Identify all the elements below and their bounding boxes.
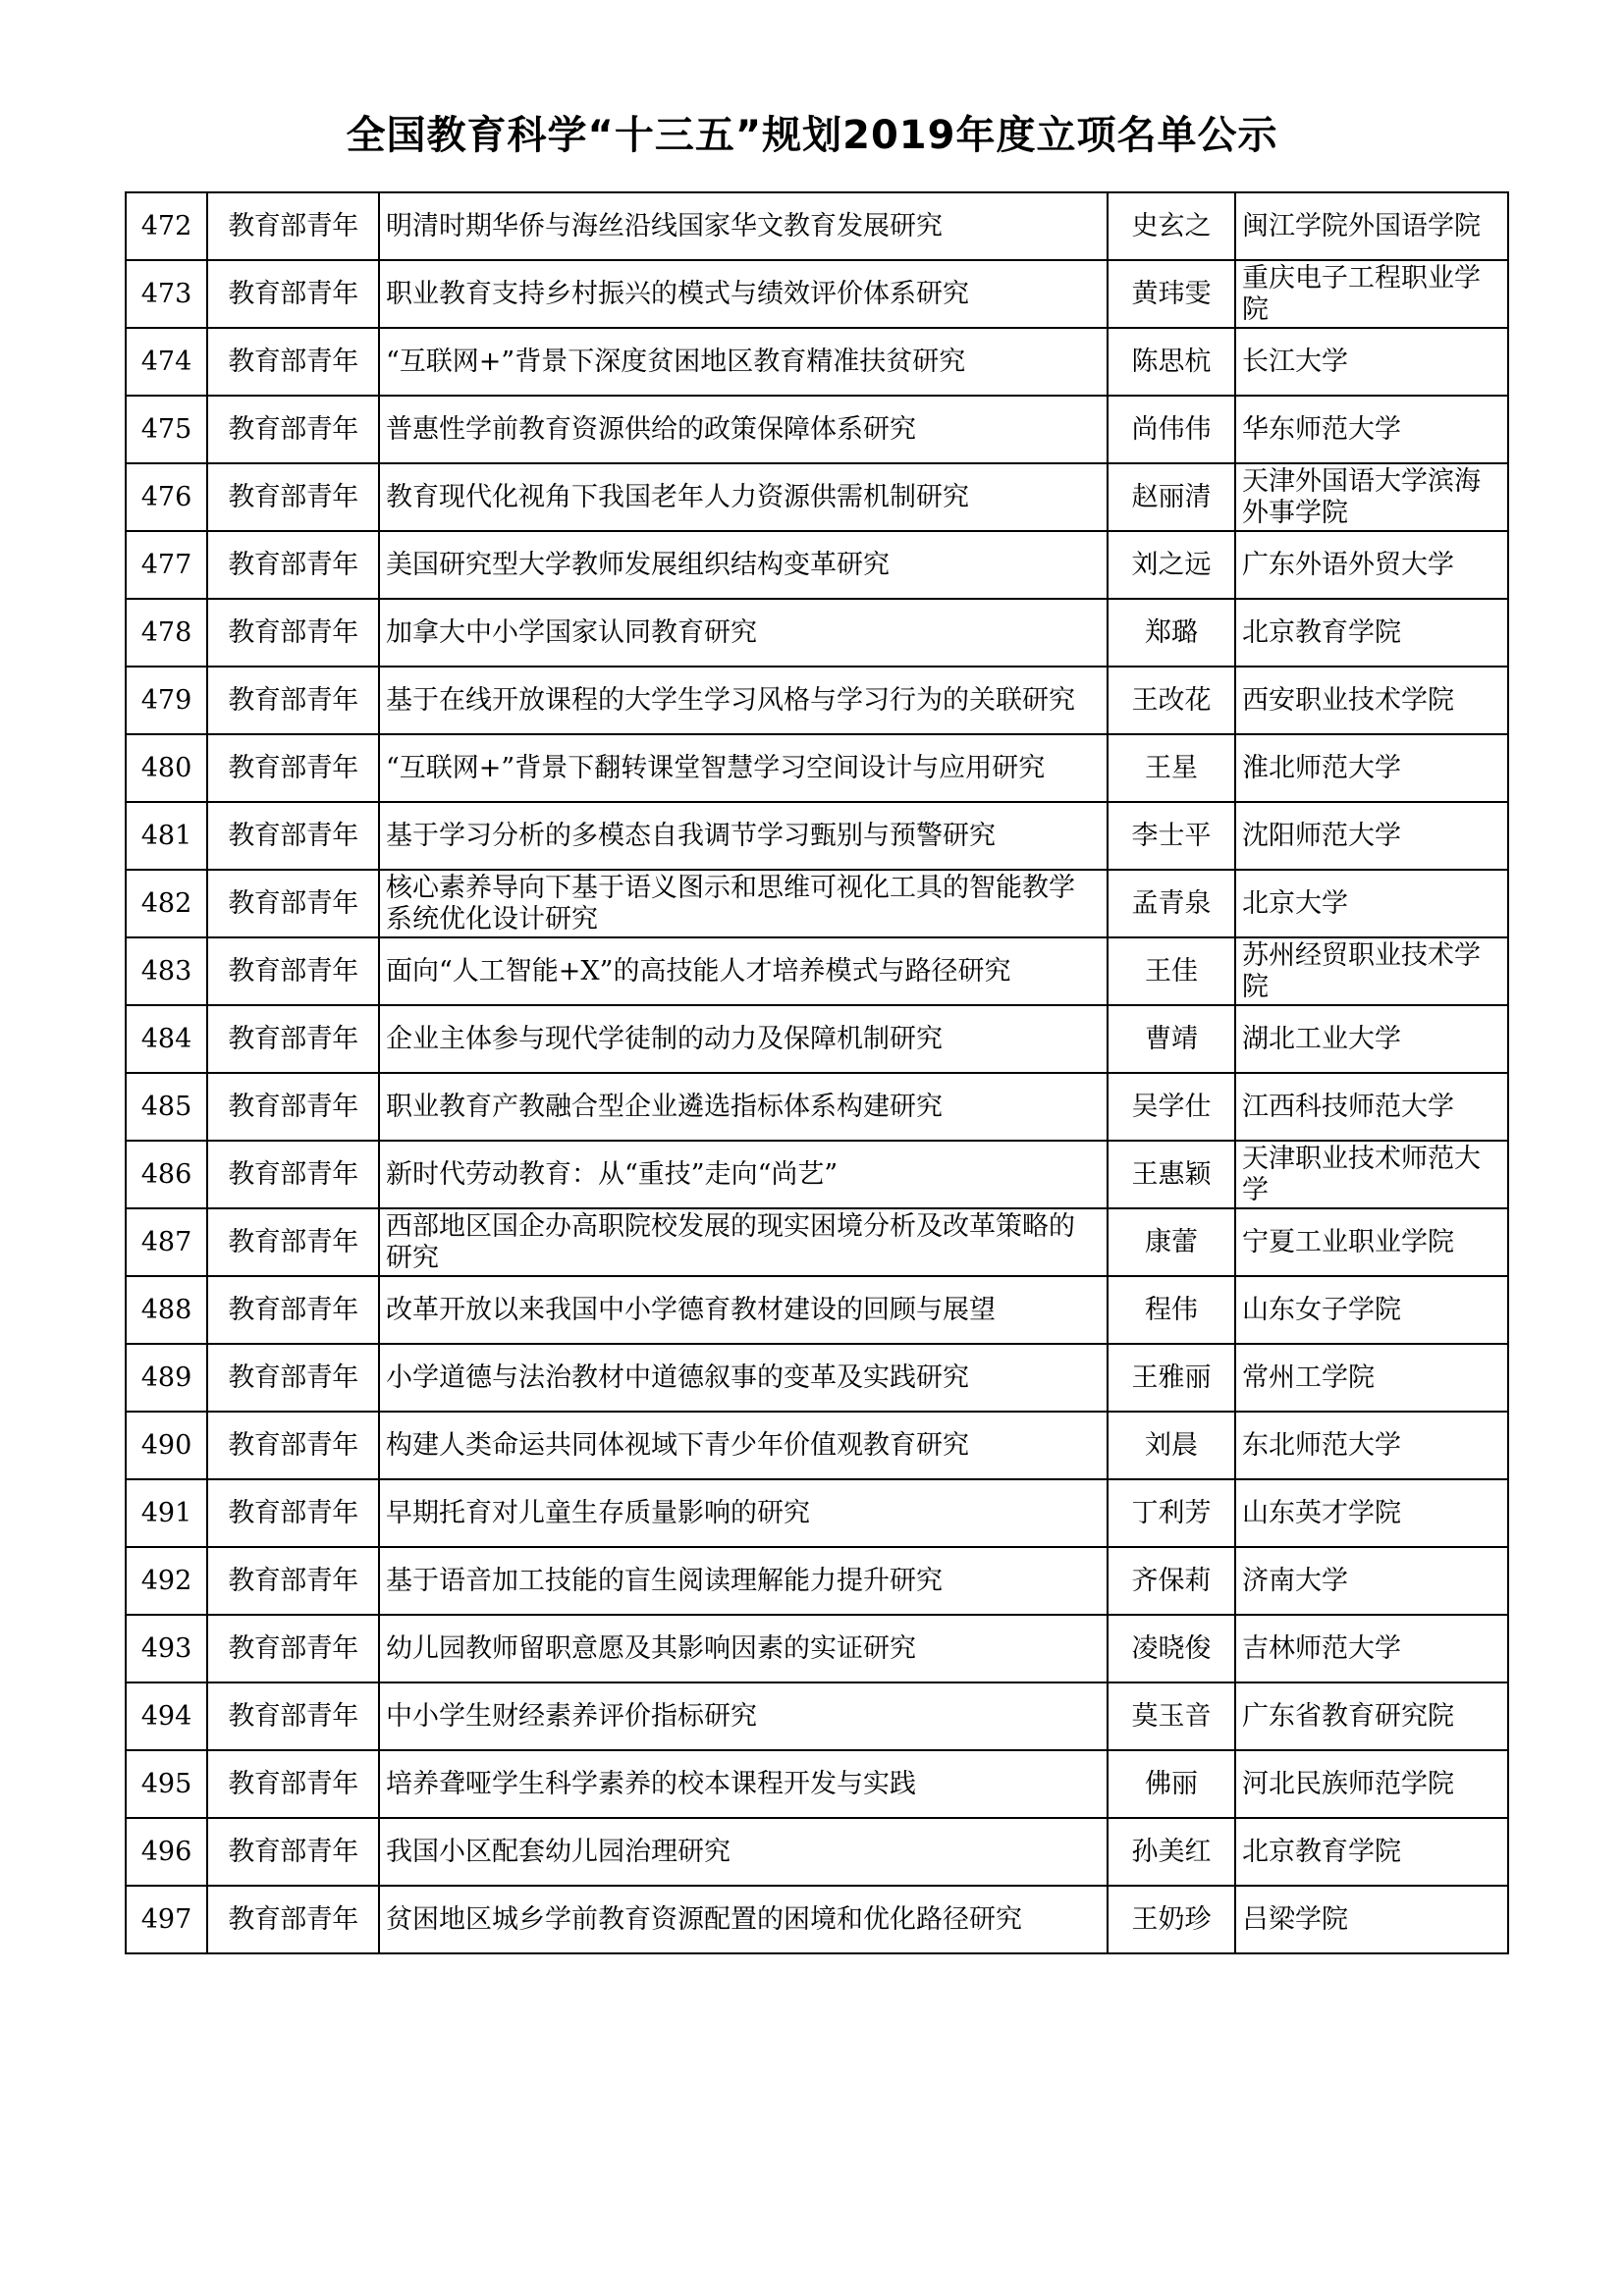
institution-text: 吉林师范大学: [1242, 1632, 1401, 1664]
institution-cell: [1235, 1886, 1508, 1953]
project-title-cell: [379, 463, 1108, 531]
serial-number-cell: 489: [126, 1344, 207, 1412]
project-title-cell: [379, 1141, 1108, 1208]
institution-cell: [1235, 1141, 1508, 1208]
serial-number-cell: 492: [126, 1547, 207, 1615]
project-title-text: “互联网+”背景下翻转课堂智慧学习空间设计与应用研究: [386, 752, 1046, 783]
project-title-text: 幼儿园教师留职意愿及其影响因素的实证研究: [386, 1632, 916, 1664]
leader-name-cell: 李士平: [1108, 802, 1235, 870]
leader-name-cell: 孟青泉: [1108, 870, 1235, 937]
table-row: [126, 870, 1508, 937]
institution-cell: [1235, 937, 1508, 1005]
institution-text: 济南大学: [1242, 1565, 1348, 1596]
serial-number-cell: 484: [126, 1005, 207, 1073]
project-title-text: 加拿大中小学国家认同教育研究: [386, 616, 757, 648]
serial-number-cell: 487: [126, 1208, 207, 1276]
serial-number-cell: 479: [126, 667, 207, 734]
table-row: [126, 667, 1508, 734]
serial-number-cell: 482: [126, 870, 207, 937]
project-type-cell: 教育部青年: [207, 1818, 379, 1886]
project-title-text: 普惠性学前教育资源供给的政策保障体系研究: [386, 413, 916, 445]
institution-text: 北京教育学院: [1242, 616, 1401, 648]
project-type-cell: 教育部青年: [207, 1344, 379, 1412]
leader-name-cell: 赵丽清: [1108, 463, 1235, 531]
serial-number-cell: 493: [126, 1615, 207, 1682]
institution-text: 北京教育学院: [1242, 1836, 1401, 1867]
project-title-cell: [379, 1344, 1108, 1412]
project-type-cell: 教育部青年: [207, 531, 379, 599]
institution-text: 闽江学院外国语学院: [1242, 210, 1481, 241]
project-title-cell: [379, 1682, 1108, 1750]
table-row: [126, 192, 1508, 260]
institution-cell: [1235, 667, 1508, 734]
project-title-cell: [379, 260, 1108, 328]
leader-name-cell: 吴学仕: [1108, 1073, 1235, 1141]
table-row: [126, 1750, 1508, 1818]
table-row: [126, 531, 1508, 599]
table-row: [126, 396, 1508, 463]
institution-cell: [1235, 1750, 1508, 1818]
table-row: [126, 1818, 1508, 1886]
table-row: [126, 1547, 1508, 1615]
institution-text: 河北民族师范学院: [1242, 1768, 1454, 1799]
project-type-cell: 教育部青年: [207, 734, 379, 802]
project-title-text: 我国小区配套幼儿园治理研究: [386, 1836, 731, 1867]
institution-text: 宁夏工业职业学院: [1242, 1226, 1454, 1257]
institution-cell: [1235, 1682, 1508, 1750]
leader-name-cell: 王佳: [1108, 937, 1235, 1005]
serial-number-cell: 478: [126, 599, 207, 667]
serial-number-cell: 497: [126, 1886, 207, 1953]
project-title-text: 新时代劳动教育：从“重技”走向“尚艺”: [386, 1158, 839, 1190]
project-title-cell: [379, 1479, 1108, 1547]
leader-name-cell: 刘之远: [1108, 531, 1235, 599]
leader-name-cell: 莫玉音: [1108, 1682, 1235, 1750]
table-row: [126, 1344, 1508, 1412]
leader-name-cell: 齐保莉: [1108, 1547, 1235, 1615]
project-title-text: 中小学生财经素养评价指标研究: [386, 1700, 757, 1732]
project-title-text: 教育现代化视角下我国老年人力资源供需机制研究: [386, 481, 969, 512]
serial-number-cell: 485: [126, 1073, 207, 1141]
leader-name-cell: 王星: [1108, 734, 1235, 802]
table-row: [126, 937, 1508, 1005]
serial-number-cell: 474: [126, 328, 207, 396]
project-title-text: 构建人类命运共同体视域下青少年价值观教育研究: [386, 1429, 969, 1461]
table-row: [126, 1276, 1508, 1344]
project-title-cell: [379, 1073, 1108, 1141]
project-type-cell: 教育部青年: [207, 1073, 379, 1141]
institution-text: 江西科技师范大学: [1242, 1091, 1454, 1122]
project-title-cell: [379, 667, 1108, 734]
table-row: [126, 1005, 1508, 1073]
project-title-cell: [379, 1208, 1108, 1276]
institution-text: 长江大学: [1242, 346, 1348, 377]
project-title-text: 基于语音加工技能的盲生阅读理解能力提升研究: [386, 1565, 943, 1596]
project-type-cell: 教育部青年: [207, 1276, 379, 1344]
project-type-cell: 教育部青年: [207, 260, 379, 328]
project-type-cell: 教育部青年: [207, 1750, 379, 1818]
leader-name-cell: 王奶珍: [1108, 1886, 1235, 1953]
institution-cell: [1235, 1276, 1508, 1344]
leader-name-cell: 黄玮雯: [1108, 260, 1235, 328]
table-row: [126, 1073, 1508, 1141]
serial-number-cell: 475: [126, 396, 207, 463]
serial-number-cell: 473: [126, 260, 207, 328]
project-title-cell: [379, 1886, 1108, 1953]
project-type-cell: 教育部青年: [207, 1208, 379, 1276]
table-row: [126, 260, 1508, 328]
project-type-cell: 教育部青年: [207, 802, 379, 870]
project-title-cell: [379, 870, 1108, 937]
project-type-cell: 教育部青年: [207, 667, 379, 734]
leader-name-cell: 尚伟伟: [1108, 396, 1235, 463]
project-title-cell: [379, 599, 1108, 667]
project-list-body: [126, 192, 1508, 1953]
table-row: [126, 802, 1508, 870]
institution-cell: [1235, 1615, 1508, 1682]
institution-cell: [1235, 1073, 1508, 1141]
project-title-cell: [379, 1547, 1108, 1615]
institution-cell: [1235, 260, 1508, 328]
serial-number-cell: 481: [126, 802, 207, 870]
institution-cell: [1235, 599, 1508, 667]
institution-cell: [1235, 1412, 1508, 1479]
serial-number-cell: 488: [126, 1276, 207, 1344]
project-type-cell: 教育部青年: [207, 328, 379, 396]
table-row: [126, 599, 1508, 667]
institution-cell: [1235, 1344, 1508, 1412]
institution-cell: [1235, 463, 1508, 531]
leader-name-cell: 凌晓俊: [1108, 1615, 1235, 1682]
project-type-cell: 教育部青年: [207, 1615, 379, 1682]
project-type-cell: 教育部青年: [207, 1005, 379, 1073]
institution-text: 天津外国语大学滨海外事学院: [1242, 465, 1481, 528]
leader-name-cell: 王改花: [1108, 667, 1235, 734]
table-row: [126, 1208, 1508, 1276]
project-title-cell: [379, 1615, 1108, 1682]
institution-cell: [1235, 1818, 1508, 1886]
project-title-text: 美国研究型大学教师发展组织结构变革研究: [386, 549, 890, 580]
institution-text: 重庆电子工程职业学院: [1242, 262, 1481, 325]
project-type-cell: 教育部青年: [207, 1141, 379, 1208]
leader-name-cell: 丁利芳: [1108, 1479, 1235, 1547]
institution-cell: [1235, 531, 1508, 599]
institution-cell: [1235, 802, 1508, 870]
project-list-table: [125, 191, 1509, 1954]
institution-text: 广东省教育研究院: [1242, 1700, 1454, 1732]
institution-text: 沈阳师范大学: [1242, 820, 1401, 851]
serial-number-cell: 490: [126, 1412, 207, 1479]
table-row: [126, 1886, 1508, 1953]
institution-text: 天津职业技术师范大学: [1242, 1143, 1481, 1205]
project-title-text: 基于在线开放课程的大学生学习风格与学习行为的关联研究: [386, 684, 1075, 716]
leader-name-cell: 康蕾: [1108, 1208, 1235, 1276]
institution-text: 东北师范大学: [1242, 1429, 1401, 1461]
leader-name-cell: 佛丽: [1108, 1750, 1235, 1818]
project-title-text: 面向“人工智能+X”的高技能人才培养模式与路径研究: [386, 955, 1011, 987]
institution-text: 广东外语外贸大学: [1242, 549, 1454, 580]
project-type-cell: 教育部青年: [207, 1547, 379, 1615]
institution-cell: [1235, 1479, 1508, 1547]
project-type-cell: 教育部青年: [207, 463, 379, 531]
project-title-text: “互联网+”背景下深度贫困地区教育精准扶贫研究: [386, 346, 966, 377]
project-title-text: 职业教育支持乡村振兴的模式与绩效评价体系研究: [386, 278, 969, 309]
project-title-text: 小学道德与法治教材中道德叙事的变革及实践研究: [386, 1362, 969, 1393]
institution-cell: [1235, 192, 1508, 260]
institution-text: 西安职业技术学院: [1242, 684, 1454, 716]
serial-number-cell: 495: [126, 1750, 207, 1818]
project-type-cell: 教育部青年: [207, 1886, 379, 1953]
leader-name-cell: 刘晨: [1108, 1412, 1235, 1479]
project-title-cell: [379, 1276, 1108, 1344]
institution-text: 苏州经贸职业技术学院: [1242, 939, 1481, 1002]
table-row: [126, 1682, 1508, 1750]
institution-cell: [1235, 870, 1508, 937]
institution-text: 北京大学: [1242, 887, 1348, 919]
project-title-cell: [379, 734, 1108, 802]
project-title-cell: [379, 531, 1108, 599]
serial-number-cell: 472: [126, 192, 207, 260]
project-type-cell: 教育部青年: [207, 192, 379, 260]
project-title-cell: [379, 1005, 1108, 1073]
table-row: [126, 1412, 1508, 1479]
serial-number-cell: 494: [126, 1682, 207, 1750]
project-title-text: 贫困地区城乡学前教育资源配置的困境和优化路径研究: [386, 1903, 1022, 1935]
project-title-cell: [379, 1818, 1108, 1886]
project-type-cell: 教育部青年: [207, 396, 379, 463]
institution-cell: [1235, 734, 1508, 802]
leader-name-cell: 陈思杭: [1108, 328, 1235, 396]
institution-text: 淮北师范大学: [1242, 752, 1401, 783]
project-title-text: 早期托育对儿童生存质量影响的研究: [386, 1497, 810, 1528]
project-type-cell: 教育部青年: [207, 599, 379, 667]
project-type-cell: 教育部青年: [207, 937, 379, 1005]
project-title-cell: [379, 937, 1108, 1005]
leader-name-cell: 王雅丽: [1108, 1344, 1235, 1412]
project-title-cell: [379, 1750, 1108, 1818]
leader-name-cell: 王惠颖: [1108, 1141, 1235, 1208]
serial-number-cell: 476: [126, 463, 207, 531]
project-title-text: 明清时期华侨与海丝沿线国家华文教育发展研究: [386, 210, 943, 241]
table-row: [126, 1615, 1508, 1682]
serial-number-cell: 486: [126, 1141, 207, 1208]
leader-name-cell: 郑璐: [1108, 599, 1235, 667]
serial-number-cell: 496: [126, 1818, 207, 1886]
serial-number-cell: 491: [126, 1479, 207, 1547]
project-title-cell: [379, 396, 1108, 463]
project-title-cell: [379, 802, 1108, 870]
leader-name-cell: 孙美红: [1108, 1818, 1235, 1886]
institution-cell: [1235, 1208, 1508, 1276]
institution-text: 吕梁学院: [1242, 1903, 1348, 1935]
table-row: [126, 328, 1508, 396]
page-title: 全国教育科学“十三五”规划2019年度立项名单公示: [346, 113, 1278, 158]
project-type-cell: 教育部青年: [207, 1479, 379, 1547]
institution-cell: [1235, 396, 1508, 463]
project-title-text: 职业教育产教融合型企业遴选指标体系构建研究: [386, 1091, 943, 1122]
project-title-cell: [379, 328, 1108, 396]
table-row: [126, 734, 1508, 802]
institution-cell: [1235, 1547, 1508, 1615]
leader-name-cell: 曹靖: [1108, 1005, 1235, 1073]
table-row: [126, 1479, 1508, 1547]
serial-number-cell: 480: [126, 734, 207, 802]
serial-number-cell: 483: [126, 937, 207, 1005]
project-title-cell: [379, 192, 1108, 260]
project-title-text: 培养聋哑学生科学素养的校本课程开发与实践: [386, 1768, 916, 1799]
project-title-text: 西部地区国企办高职院校发展的现实困境分析及改革策略的研究: [386, 1210, 1075, 1273]
project-title-text: 核心素养导向下基于语义图示和思维可视化工具的智能教学系统优化设计研究: [386, 872, 1075, 934]
project-title-text: 基于学习分析的多模态自我调节学习甄别与预警研究: [386, 820, 996, 851]
institution-text: 华东师范大学: [1242, 413, 1401, 445]
project-type-cell: 教育部青年: [207, 1412, 379, 1479]
leader-name-cell: 史玄之: [1108, 192, 1235, 260]
institution-cell: [1235, 1005, 1508, 1073]
project-title-cell: [379, 1412, 1108, 1479]
table-row: [126, 463, 1508, 531]
project-type-cell: 教育部青年: [207, 1682, 379, 1750]
institution-text: 山东女子学院: [1242, 1294, 1401, 1325]
institution-cell: [1235, 328, 1508, 396]
project-title-text: 改革开放以来我国中小学德育教材建设的回顾与展望: [386, 1294, 996, 1325]
institution-text: 山东英才学院: [1242, 1497, 1401, 1528]
institution-text: 常州工学院: [1242, 1362, 1375, 1393]
leader-name-cell: 程伟: [1108, 1276, 1235, 1344]
table-row: [126, 1141, 1508, 1208]
project-type-cell: 教育部青年: [207, 870, 379, 937]
institution-text: 湖北工业大学: [1242, 1023, 1401, 1054]
project-title-text: 企业主体参与现代学徒制的动力及保障机制研究: [386, 1023, 943, 1054]
serial-number-cell: 477: [126, 531, 207, 599]
